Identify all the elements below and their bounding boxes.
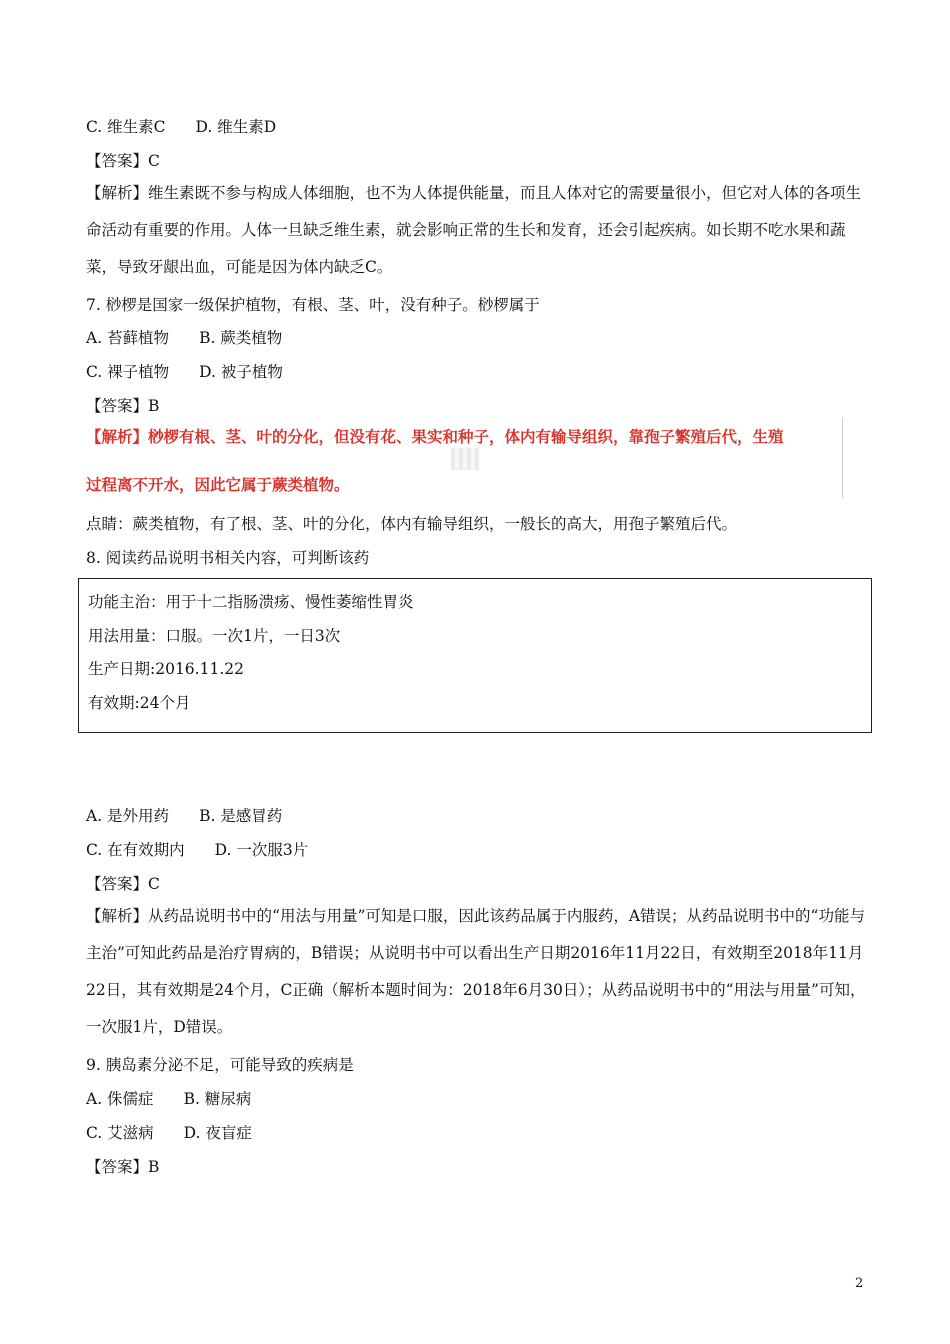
q7-analysis-image xyxy=(86,418,843,498)
q7-options-cd xyxy=(86,361,283,383)
q9-option-a: A. 侏儒症 xyxy=(86,1090,154,1108)
q8-analysis xyxy=(86,898,866,1046)
q8-options-ab xyxy=(86,805,282,827)
q7-option-c: C. 裸子植物 xyxy=(86,363,170,381)
q8-answer: 【答案】C xyxy=(86,875,160,893)
q8-option-b: B. 是感冒药 xyxy=(199,807,283,825)
watermark-smudge xyxy=(451,448,479,470)
q7-stem: 7. 桫椤是国家一级保护植物，有根、茎、叶，没有种子。桫椤属于 xyxy=(86,296,540,314)
q9-options-ab xyxy=(86,1088,251,1110)
q7-analysis-line1: 【解析】桫椤有根、茎、叶的分化，但没有花、果实和种子，体内有输导组织，靠孢子繁殖后代，生殖 xyxy=(86,428,784,446)
q6-answer: 【答案】C xyxy=(86,152,160,170)
q8-analysis-label: 【解析】 xyxy=(86,907,149,925)
q6-analysis-text: 维生素既不参与构成人体细胞，也不为人体提供能量，而且人体对它的需要量很小，但它对人体的各项生命活动有重要的作用。人体一旦缺乏维生素，就会影响正常的生长和发育，还会引起疾病。如长期不吃水果和蔬菜，导致牙龈出血，可能是因为体内缺乏C。 xyxy=(86,184,862,276)
q9-option-c: C. 艾滋病 xyxy=(86,1124,154,1142)
q7-analysis-line2: 过程离不开水，因此它属于蕨类植物。 xyxy=(86,476,350,494)
q7-answer: 【答案】B xyxy=(86,397,160,415)
q8-option-a: A. 是外用药 xyxy=(86,807,170,825)
q7-option-a: A. 苔藓植物 xyxy=(86,329,170,347)
q8-analysis-text: 从药品说明书中的“用法与用量”可知是口服，因此该药品属于内服药，A错误；从药品说明书中的“功能与主治”可知此药品是治疗胃病的，B错误；从说明书中可以看出生产日期2016年11月22日，有效期至2018年11月22日，其有效期是24个月，C正确（解析本题时间为：2018年6月30日）；从药品说明书中的“用法与用量”可知，一次服1片，D错误。 xyxy=(86,907,866,1036)
q9-option-d: D. 夜盲症 xyxy=(183,1124,252,1142)
page-number: 2 xyxy=(855,1276,864,1291)
q8-option-c: C. 在有效期内 xyxy=(86,841,185,859)
insert-production-date: 生产日期:2016.11.22 xyxy=(88,660,244,678)
q7-options-ab xyxy=(86,327,282,349)
insert-indications: 功能主治：用于十二指肠溃疡、慢性萎缩性胃炎 xyxy=(88,593,414,611)
q8-options-cd xyxy=(86,839,308,861)
q8-stem: 8. 阅读药品说明书相关内容，可判断该药 xyxy=(86,549,370,567)
q6-analysis-label: 【解析】 xyxy=(86,184,149,202)
insert-dosage: 用法用量：口服。一次1片，一日3次 xyxy=(88,627,341,645)
q6-option-d: D. 维生素D xyxy=(195,118,277,136)
insert-validity: 有效期:24个月 xyxy=(88,694,191,712)
q7-comment: 点睛：蕨类植物，有了根、茎、叶的分化，体内有输导组织，一般长的高大，用孢子繁殖后代。 xyxy=(86,515,738,533)
q7-option-b: B. 蕨类植物 xyxy=(199,329,283,347)
drug-insert-box xyxy=(78,578,872,733)
q9-answer: 【答案】B xyxy=(86,1158,160,1176)
q9-stem: 9. 胰岛素分泌不足，可能导致的疾病是 xyxy=(86,1056,354,1074)
q6-options-cd xyxy=(86,116,276,138)
q9-option-b: B. 糖尿病 xyxy=(183,1090,252,1108)
q8-option-d: D. 一次服3片 xyxy=(214,841,309,859)
q6-analysis xyxy=(86,175,866,286)
q9-options-cd xyxy=(86,1122,252,1144)
q6-option-c: C. 维生素C xyxy=(86,118,166,136)
q7-option-d: D. 被子植物 xyxy=(199,363,283,381)
